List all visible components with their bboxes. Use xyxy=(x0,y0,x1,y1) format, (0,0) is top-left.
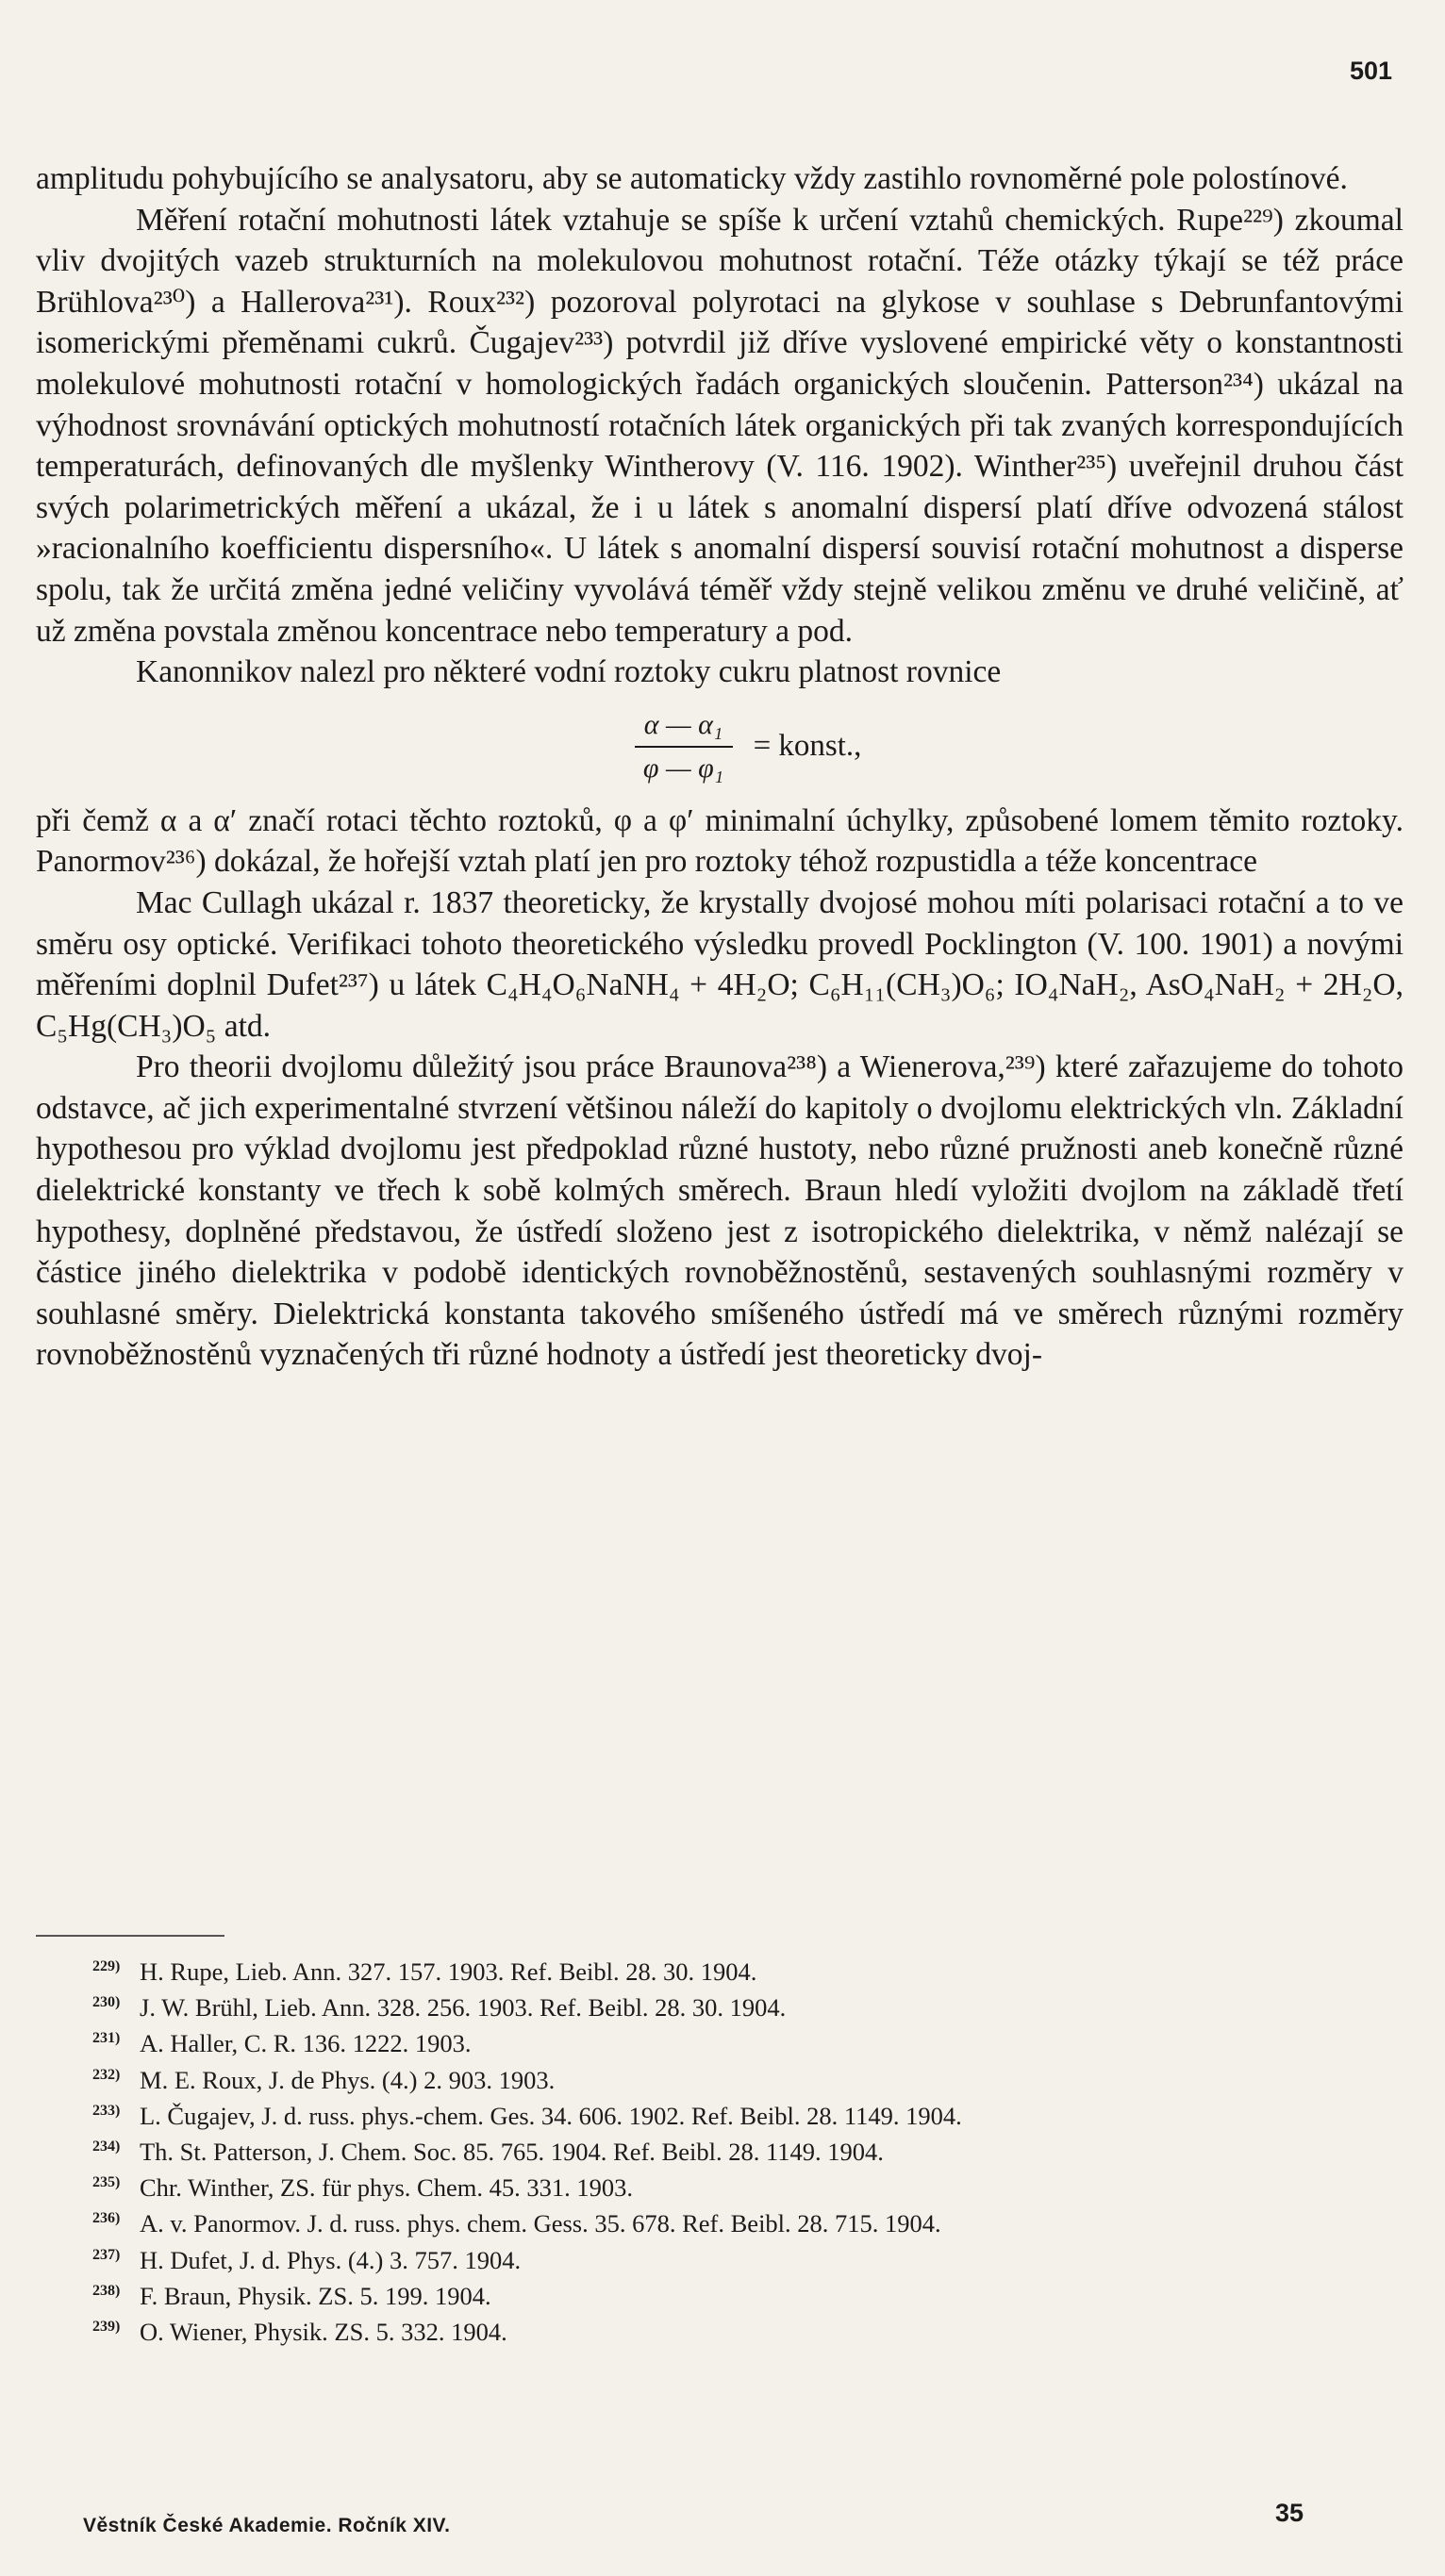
page-number: 501 xyxy=(1349,57,1392,85)
footnote-text: O. Wiener, Physik. ZS. 5. 332. 1904. xyxy=(140,2318,507,2347)
footnote-text: H. Dufet, J. d. Phys. (4.) 3. 757. 1904. xyxy=(140,2245,522,2274)
footnote: 239) O. Wiener, Physik. ZS. 5. 332. 1904. xyxy=(92,2318,507,2347)
footnote: 237) H. Dufet, J. d. Phys. (4.) 3. 757. 1904. xyxy=(92,2245,522,2274)
footnote: 232) M. E. Roux, J. de Phys. (4.) 2. 903. 1903. xyxy=(92,2065,556,2094)
fraction-bar xyxy=(635,746,733,748)
sheet-number: 35 xyxy=(1274,2499,1304,2527)
paragraph-4: při čemž α a α′ značí rotaci těchto roztoků, φ a φ′ minimalní úchylky, způsobené lomem těmito roztoky. Panormov²³⁶) dokázal, že hořejší vztah platí jen pro roztoky téhož rozpustidla a téže koncentrace xyxy=(36,802,1403,880)
equation-rhs: = konst., xyxy=(753,728,862,763)
footnote-divider xyxy=(36,1935,224,1937)
footnote: 233) L. Čugajev, J. d. russ. phys.-chem. Ges. 34. 606. 1902. Ref. Beibl. 28. 1149. 1904. xyxy=(92,2101,962,2130)
footnote: 229) H. Rupe, Lieb. Ann. 327. 157. 1903. Ref. Beibl. 28. 30. 1904. xyxy=(92,1957,757,1986)
main-text xyxy=(36,158,1403,1376)
footnote: 238) F. Braun, Physik. ZS. 5. 199. 1904. xyxy=(92,2281,491,2310)
footnote-text: F. Braun, Physik. ZS. 5. 199. 1904. xyxy=(140,2281,491,2310)
equation-fraction xyxy=(635,706,733,787)
footnotes xyxy=(36,1954,1403,2350)
footnote: 230) J. W. Brühl, Lieb. Ann. 328. 256. 1903. Ref. Beibl. 28. 30. 1904. xyxy=(92,1993,787,2023)
footnote: 236) A. v. Panormov. J. d. russ. phys. chem. Gess. 35. 678. Ref. Beibl. 28. 715. 1904. xyxy=(92,2209,941,2238)
paragraph-2: Měření rotační mohutnosti látek vztahuje se spíše k určení vztahů chemických. Rupe²²⁹) zkoumal vliv dvojitých vazeb strukturních na molekulovou mohutnost rotační. Téže otázky týkají se též práce Brühlova²³⁰) a Hallerova²³¹). Roux²³²) pozoroval polyrotaci na glykose v souhlase s Debrunfantovými isomerickými přeměnami cukrů. Čugajev²³³) potvrdil již dříve vyslovené empirické věty o konstantnosti molekulové mohutnosti rotační v homologických řadách organických sloučenin. Patterson²³⁴) ukázal na výhodnost srovnávání optických mohutností rotačních látek organických při tak zvaných korrespondujících temperaturách, definovaných dle myšlenky Wintherovy (V. 116. 1902). Winther²³⁵) uveřejnil druhou část svých polarimetrických měření a ukázal, že i u látek s anomalní dispersí platí dříve odvozená stálost »racionalního koefficientu dispersního«. U látek s anomalní dispersí souvisí rotační mohutnost a disperse spolu, tak že určitá změna jedné veličiny vyvolává téměř vždy stejně velikou změnu ve druhé veličině, ať už změna povstala změnou koncentrace nebo temperatury a pod. xyxy=(36,202,1403,649)
footnote-text: A. v. Panormov. J. d. russ. phys. chem. Gess. 35. 678. Ref. Beibl. 28. 715. 1904. xyxy=(140,2209,941,2238)
paragraph-5: Mac Cullagh ukázal r. 1837 theoreticky, že krystally dvojosé mohou míti polarisaci rotační a to ve směru osy optické. Verifikaci tohoto theoretického výsledku provedl Pocklington (V. 100. 1901) a novými měřeními doplnil Dufet²³⁷) u látek C₄H₄O₆NaNH₄ + 4H₂O; C₆H₁₁(CH₃)O₆; IO₄NaH₂, AsO₄NaH₂ + 2H₂O, C₅Hg(CH₃)O₅ atd. xyxy=(36,884,1403,1044)
equation-numerator: α — α₁ xyxy=(643,708,723,740)
equation xyxy=(92,693,1403,801)
footnote-text: H. Rupe, Lieb. Ann. 327. 157. 1903. Ref. Beibl. 28. 30. 1904. xyxy=(140,1957,757,1986)
paragraph-3: Kanonnikov nalezl pro některé vodní roztoky cukru platnost rovnice xyxy=(136,654,1002,690)
equation-denominator: φ — φ₁ xyxy=(642,751,724,784)
footnote-text: Chr. Winther, ZS. für phys. Chem. 45. 331. 1903. xyxy=(140,2173,633,2203)
paragraph-1: amplitudu pohybujícího se analysatoru, aby se automaticky vždy zastihlo rovnoměrné pole polostínové. xyxy=(36,161,1348,196)
footnote: 231) A. Haller, C. R. 136. 1222. 1903. xyxy=(92,2029,472,2058)
journal-footer: Věstník České Akademie. Ročník XIV. xyxy=(83,2515,451,2536)
footnote-text: A. Haller, C. R. 136. 1222. 1903. xyxy=(140,2029,472,2058)
footnote-text: Th. St. Patterson, J. Chem. Soc. 85. 765. 1904. Ref. Beibl. 28. 1149. 1904. xyxy=(140,2138,884,2167)
footnote: 235) Chr. Winther, ZS. für phys. Chem. 45. 331. 1903. xyxy=(92,2173,633,2203)
footnote: 234) Th. St. Patterson, J. Chem. Soc. 85. 765. 1904. Ref. Beibl. 28. 1149. 1904. xyxy=(92,2138,884,2167)
footnote-text: L. Čugajev, J. d. russ. phys.-chem. Ges. 34. 606. 1902. Ref. Beibl. 28. 1149. 1904. xyxy=(140,2101,962,2130)
paragraph-6: Pro theorii dvojlomu důležitý jsou práce Braunova²³⁸) a Wienerova,²³⁹) které zařazujeme do tohoto odstavce, ač jich experimentalné stvrzení většinou náleží do kapitoly o dvojlomu elektrických vln. Základní hypothesou pro výklad dvojlomu jest předpoklad různé hustoty, nebo různé pružnosti aneb konečně různé dielektrické konstanty ve třech k sobě kolmých směrech. Braun hledí vyložiti dvojlom na základě třetí hypothesy, doplněné představou, že ústředí složeno jest z isotropického dielektrika, v němž nalézají se částice jiného dielektrika v podobě identických rovnoběžnostěnů, sestavených souhlasnými rozměry v souhlasné směry. Dielektrická konstanta takového smíšeného ústředí má ve směrech různými rozměry rovnoběžnostěnů vyznačených tři různé hodnoty a ústředí jest theoreticky dvoj- xyxy=(36,1049,1403,1373)
footnote-text: M. E. Roux, J. de Phys. (4.) 2. 903. 1903. xyxy=(140,2065,556,2094)
footnote-text: J. W. Brühl, Lieb. Ann. 328. 256. 1903. Ref. Beibl. 28. 30. 1904. xyxy=(140,1993,787,2023)
